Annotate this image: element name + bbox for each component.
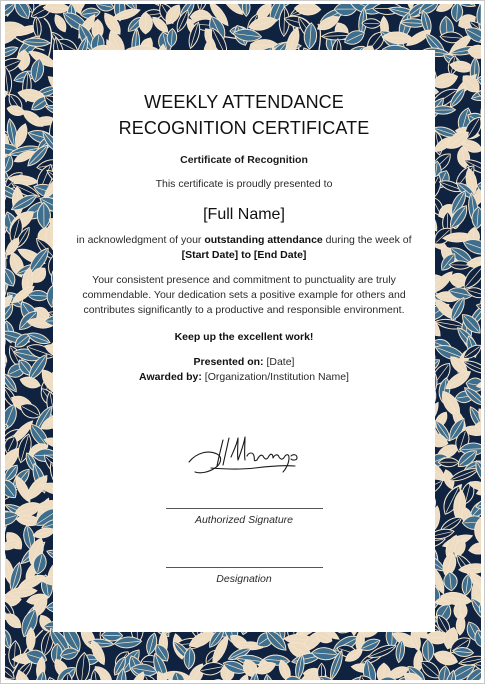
certificate-subtitle: Certificate of Recognition [180, 154, 308, 166]
ack-prefix: in acknowledgment of your [76, 234, 205, 246]
closing-line: Keep up the excellent work! [174, 331, 314, 343]
certificate-meta [53, 355, 435, 385]
designation-line [166, 567, 323, 568]
authorized-signature-label: Authorized Signature [194, 514, 294, 526]
acknowledgment-text [65, 233, 423, 263]
date-range: [Start Date] to [End Date] [181, 249, 307, 261]
awarded-by-label: Awarded by: [139, 371, 202, 383]
presented-on-value: [Date] [263, 356, 295, 368]
designation-label: Designation [216, 573, 272, 585]
recipient-name: [Full Name] [203, 206, 285, 223]
signature-image [183, 432, 308, 484]
ack-highlight: outstanding attendance [204, 234, 323, 246]
praise-paragraph: Your consistent presence and commitment to punctuality are truly commendable. Your dedication sets a positive example for others and contributes significantly to a productive and responsible environment. [82, 274, 406, 316]
certificate-title: WEEKLY ATTENDANCE RECOGNITION CERTIFICATE [118, 92, 370, 138]
authorized-signature-line [166, 508, 323, 509]
presented-on-row [53, 355, 435, 370]
signature-scribble [183, 432, 308, 484]
certificate-panel [53, 50, 435, 632]
presented-to-line: This certificate is proudly presented to [155, 178, 333, 190]
awarded-by-value: [Organization/Institution Name] [201, 371, 349, 383]
awarded-by-row [53, 370, 435, 385]
presented-on-label: Presented on: [193, 356, 264, 368]
ack-suffix: during the week of [322, 234, 412, 246]
